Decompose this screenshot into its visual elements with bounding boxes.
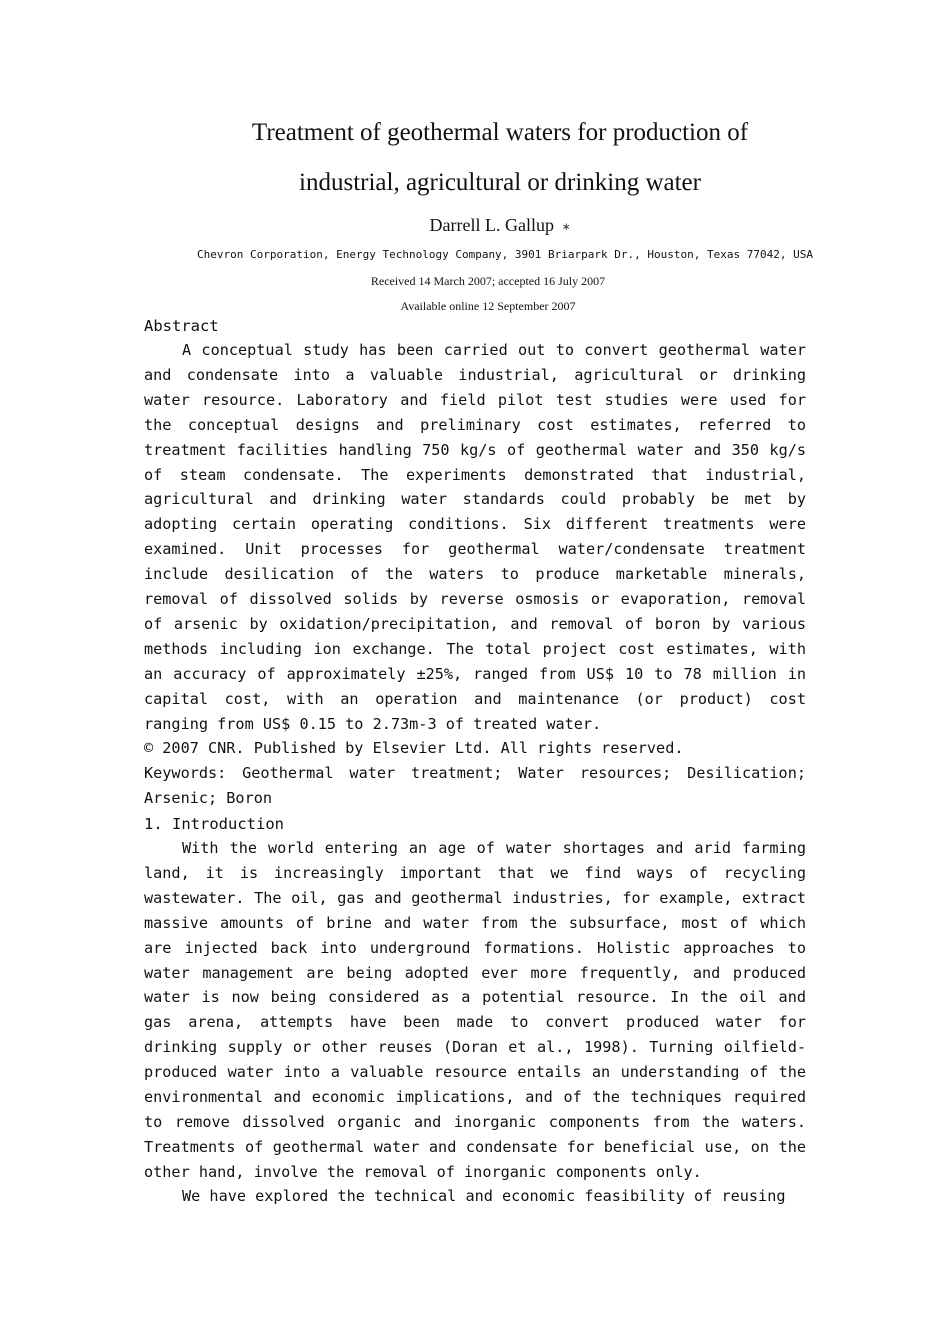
introduction-heading: 1. Introduction (144, 815, 284, 833)
keywords-line (144, 761, 806, 811)
available-online-date: Available online 12 September 2007 (400, 299, 576, 313)
author-line (140, 214, 860, 238)
keywords-list: Geothermal water treatment; Water resources; Desilication; Arsenic; Boron (144, 764, 806, 807)
introduction-paragraph-1: With the world entering an age of water shortages and arid farming land, it is increasingly important that we find ways of recycling wastewater. The oil, gas and geothermal industries, for example, extract massive amounts of brine and water from the subsurface, most of which are injected back into underground formations. Holistic approaches to water management are being adopted ever more frequently, and produced water is now being considered as a potential resource. In the oil and gas arena, attempts have been made to convert produced water for drinking supply or other reuses (Doran et al., 1998). Turning oilfield-produced water into a valuable resource entails an understanding of the environmental and economic implications, and of the techniques required to remove dissolved organic and inorganic components from the waters. Treatments of geothermal water and condensate for beneficial use, on the other hand, involve the removal of inorganic components only. (144, 839, 806, 1181)
abstract-heading: Abstract (144, 317, 219, 335)
abstract-paragraph: A conceptual study has been carried out to convert geothermal water and condensate into a valuable industrial, agricultural or drinking water resource. Laboratory and field pilot test studies were used for the conceptual designs and preliminary cost estimates, referred to treatment facilities handling 750 kg/s of geothermal water and 350 kg/s of steam condensate. The experiments demonstrated that industrial, agricultural and drinking water standards could probably be met by adopting certain operating conditions. Six different treatments were examined. Unit processes for geothermal water/condensate treatment include desilication of the waters to produce marketable minerals, removal of dissolved solids by reverse osmosis or evaporation, removal of arsenic by oxidation/precipitation, and removal of boron by various methods including ion exchange. The total project cost estimates, with an accuracy of approximately ±25%, ranged from US$ 10 to 78 million in capital cost, with an operation and maintenance (or product) cost ranging from US$ 0.15 to 2.73m-3 of treated water. (144, 341, 806, 733)
copyright-line: © 2007 CNR. Published by Elsevier Ltd. All rights reserved. (144, 739, 684, 757)
introduction-paragraph-2: We have explored the technical and economic feasibility of reusing (182, 1187, 786, 1205)
author-affiliation: Chevron Corporation, Energy Technology Company, 3901 Briarpark Dr., Houston, Texas 77042, USA (197, 248, 813, 261)
paper-title-line-1: Treatment of geothermal waters for production of (251, 119, 749, 146)
corresponding-author-mark: * (562, 222, 571, 238)
author-name: Darrell L. Gallup (429, 215, 554, 235)
received-dates: Received 14 March 2007; accepted 16 July 2007 (370, 274, 606, 288)
keywords-label: Keywords: (144, 764, 227, 782)
paper-title-line-2: industrial, agricultural or drinking water (299, 169, 701, 196)
